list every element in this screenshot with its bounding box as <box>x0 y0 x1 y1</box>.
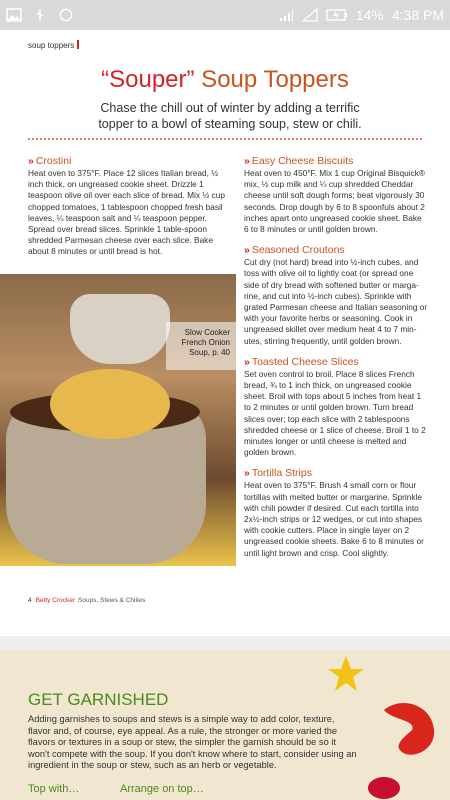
recipe-seasoned-croutons <box>244 244 428 347</box>
cheese-toast <box>50 369 170 439</box>
recipe-name: Tortilla Strips <box>251 467 312 480</box>
section-tag-text: soup toppers <box>28 41 75 50</box>
battery-icon <box>326 9 348 21</box>
recipe-name: Toasted Cheese Slices <box>251 355 359 368</box>
garnish-body: Adding garnishes to soups and stews is a simple way to add color, texture, flavor and, of course, eye appeal. As a rule, the stronger or more varied the flavors or textures in a soup or stew, the simpler the garnish should be so it won't compete with the soup. If you don't know where to start, consider using an ingredient in the soup or stew, such as an herb or vegetable. <box>28 714 357 771</box>
footer-brand: Betty Crocker <box>35 597 75 604</box>
recipe-name: Easy Cheese Biscuits <box>251 155 354 167</box>
battery-percent: 14% <box>355 7 384 23</box>
wifi-icon <box>278 8 294 22</box>
recipe-body: Heat oven to 375°F. Place 12 slices Italian bread, ½ inch thick, on ungreased cookie sheet. Drizzle 1 teaspoon olive oil over each slice of bread. Mix ½ cup chopped tomatoes, 1 tablespoon chopped fresh basil leaves, ¼ teaspoon salt and ¼ teaspoon pepper. Spread over bread slices. Sprinkle 1 table-spoon shredded Parmesan cheese over each slice. Bake about 8 minutes or until bread is hot. <box>28 168 225 257</box>
recipe-toasted-cheese-slices <box>244 356 428 459</box>
recipe-body: Cut dry (not hard) bread into ½-inch cubes, and toss with olive oil to lightly coat (or spread one side of dry bread with softened butter or marga-rine, and cut into ½-inch cubes). Sprinkle with grated Parmesan cheese and Italian seasoning or with your favorite herbs or seasoning. Cook in ungreased skillet over medium heat 4 to 7 min-utes, stirring frequently, until golden brown. <box>244 257 428 346</box>
chevron-icon: » <box>28 155 34 167</box>
french-onion-soup-photo <box>0 274 236 566</box>
title-quoted: “Souper” <box>101 66 195 93</box>
recipe-body: Set oven control to broil. Place 8 slices French bread, ¾ to 1 inch thick, on ungreased cookie sheet. Broil with tops about 5 inches from heat 1 to 2 minutes or until golden brown. Turn bread slices over; top each slice with 2 tablespoons shredded cheese or 1 slice of cheese. Broil 1 to 2 minutes longer or until cheese is melted and golden brown. <box>244 368 426 458</box>
whatsapp-icon <box>58 8 74 22</box>
recipe-tortilla-strips <box>244 467 428 558</box>
star-garnish-icon <box>326 654 366 694</box>
usb-icon <box>32 8 48 22</box>
status-bar <box>0 0 450 30</box>
footer-book: Soups, Stews & Chilies <box>78 597 146 604</box>
chevron-icon: » <box>244 244 250 257</box>
red-pepper-garnish-icon <box>372 690 442 770</box>
recipe-easy-cheese-biscuits <box>244 155 428 235</box>
chevron-icon: » <box>244 467 250 480</box>
recipe-body: Heat oven to 450°F. Mix 1 cup Original Bisquick® mix, ½ cup milk and ¼ cup shredded Cheddar cheese until soft dough forms; beat vigorously 30 seconds. Drop dough by 6 to 8 spoonfuls about 2 inches apart onto ungreased cookie sheet. Bake 6 to 8 minutes or until golden brown. <box>244 168 425 235</box>
left-column <box>28 155 233 267</box>
right-column <box>244 155 428 568</box>
page-subtitle: Chase the chill out of winter by adding a terrific topper to a bowl of steaming soup, stew or chili. <box>98 101 362 131</box>
page-footer <box>28 597 145 604</box>
section-tag <box>28 40 79 50</box>
title-rest: Soup Toppers <box>194 66 349 93</box>
garnish-subhead-arrange: Arrange on top… <box>120 783 204 795</box>
image-icon <box>6 8 22 22</box>
chevron-icon: » <box>244 155 250 167</box>
recipe-name: Crostini <box>35 155 72 167</box>
back-bowl <box>70 294 170 364</box>
clock: 4:38 PM <box>391 7 444 23</box>
page-soup-toppers <box>0 30 450 636</box>
radish-garnish-icon <box>364 770 404 800</box>
section-tag-bar <box>77 40 79 49</box>
photo-caption: Slow Cooker French Onion Soup, p. 40 <box>181 328 230 357</box>
page-gap <box>0 636 450 650</box>
garnish-title: GET GARNISHED <box>28 690 169 709</box>
recipe-name: Seasoned Croutons <box>251 244 345 257</box>
signal-icon <box>302 8 318 22</box>
page-get-garnished <box>0 650 450 800</box>
recipe-crostini <box>28 155 233 258</box>
chevron-icon: » <box>244 355 250 368</box>
page-number: 4 <box>28 597 32 604</box>
garnish-subhead-top-with: Top with… <box>28 783 80 795</box>
page-title <box>0 66 450 94</box>
recipe-body: Heat oven to 375°F. Brush 4 small corn or flour tortillas with melted butter or margarine. Sprinkle with chili powder if desired. Cut each tortilla into 2x½-inch strips or 12 wedges, or cut into shapes with cookie cutters. Place in single layer on 2 ungreased cookie sheets. Bake 6 to 8 minutes or until light brown and crisp. Cool slightly. <box>244 480 424 558</box>
dotted-divider <box>28 138 422 140</box>
